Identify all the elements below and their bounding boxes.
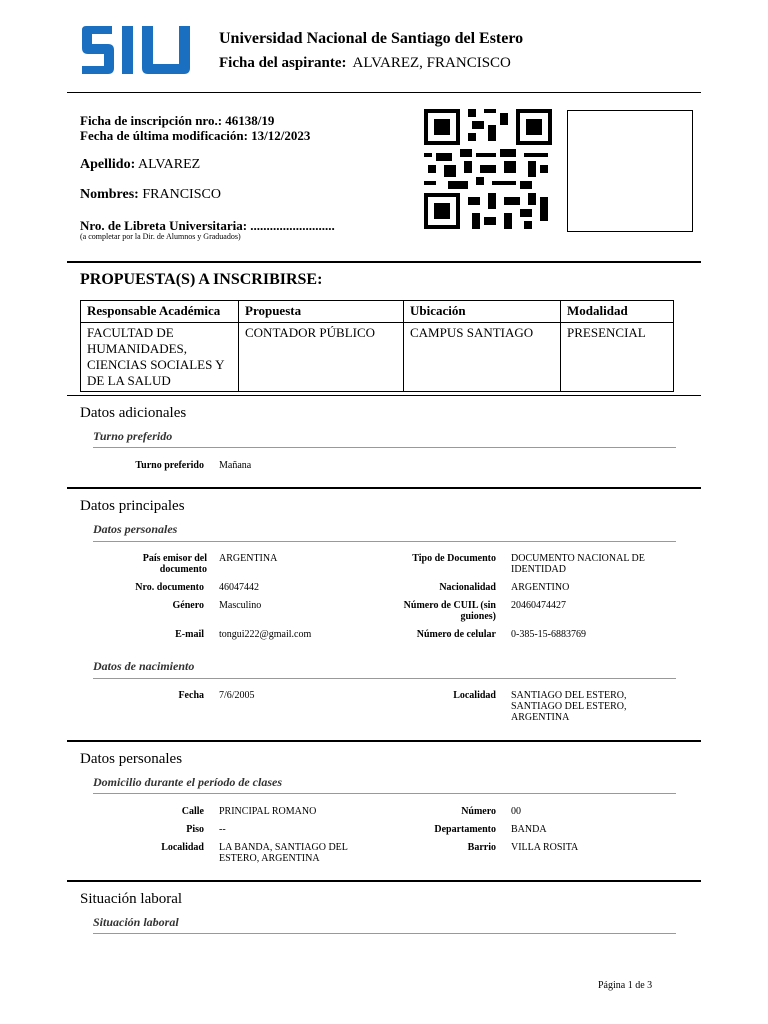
ficha-label: Ficha del aspirante:: [219, 55, 347, 71]
turno-subtitle: Turno preferido: [93, 429, 173, 443]
tipo-doc-value: DOCUMENTO NACIONAL DE IDENTIDAD: [511, 553, 645, 575]
localidad-nac-label: Localidad: [453, 690, 496, 701]
table-cell: PRESENCIAL: [561, 323, 674, 392]
calle-label: Calle: [181, 806, 204, 817]
propuestas-table: [80, 300, 674, 392]
genero-value: Masculino: [219, 600, 262, 611]
pais-label: País emisor del documento: [142, 553, 207, 575]
celular-value: 0-385-15-6883769: [511, 629, 586, 640]
situacion-laboral-title: Situación laboral: [80, 891, 183, 907]
header-divider: [67, 92, 701, 93]
column-header: Modalidad: [561, 301, 674, 323]
qr-code: [424, 108, 552, 230]
nacionalidad-value: ARGENTINO: [511, 582, 570, 593]
datos-adicionales-title: Datos adicionales: [80, 405, 187, 421]
subsection-divider: [93, 541, 676, 542]
propuestas-title: PROPUESTA(S) A INSCRIBIRSE:: [80, 271, 323, 288]
nro-doc-value: 46047442: [219, 582, 259, 593]
subsection-divider: [93, 793, 676, 794]
turno-label: Turno preferido: [135, 460, 204, 471]
column-header: Responsable Académica: [81, 301, 239, 323]
apellido-row: [80, 157, 200, 173]
page-number: Página 1 de 3: [598, 980, 653, 991]
nombres-row: [80, 187, 221, 203]
siu-logo: [80, 24, 192, 76]
photo-box: [567, 110, 693, 232]
barrio-value: VILLA ROSITA: [511, 842, 579, 853]
cuil-label: Número de CUIL (sin guiones): [403, 600, 496, 622]
nacimiento-subtitle: Datos de nacimiento: [93, 659, 195, 673]
datos-personales-title: Datos personales: [80, 751, 183, 767]
section-divider: [67, 880, 701, 882]
genero-label: Género: [172, 600, 204, 611]
table-header-row: [81, 301, 674, 323]
column-header: Ubicación: [404, 301, 561, 323]
numero-label: Número: [461, 806, 496, 817]
table-row: [81, 323, 674, 392]
section-divider: [67, 487, 701, 489]
nro-doc-label: Nro. documento: [135, 582, 204, 593]
table-cell: CONTADOR PÚBLICO: [239, 323, 404, 392]
celular-label: Número de celular: [416, 629, 496, 640]
libreta-note: (a completar por la Dir. de Alumnos y Graduados): [80, 232, 241, 241]
barrio-label: Barrio: [467, 842, 496, 853]
column-header: Propuesta: [239, 301, 404, 323]
last-modified: Fecha de última modificación: 13/12/2023: [80, 128, 311, 143]
nombres-label: Nombres:: [80, 187, 139, 202]
domicilio-subtitle: Domicilio durante el período de clases: [93, 775, 282, 789]
localidad-value: LA BANDA, SANTIAGO DEL ESTERO, ARGENTINA: [219, 842, 348, 864]
email-label: E-mail: [175, 629, 204, 640]
piso-value: --: [219, 824, 226, 835]
nacionalidad-label: Nacionalidad: [439, 582, 496, 593]
applicant-name: ALVAREZ, FRANCISCO: [352, 55, 511, 71]
pais-value: ARGENTINA: [219, 553, 278, 564]
inscripcion-number: Ficha de inscripción nro.: 46138/19: [80, 113, 275, 128]
departamento-value: BANDA: [511, 824, 547, 835]
email-value: tongui222@gmail.com: [219, 629, 312, 640]
section-divider: [67, 261, 701, 263]
table-cell: FACULTAD DE HUMANIDADES, CIENCIAS SOCIALES Y DE LA SALUD: [81, 323, 239, 392]
libreta-line: Nro. de Libreta Universitaria: ..........................: [80, 218, 335, 233]
section-divider: [67, 395, 701, 396]
tipo-doc-label: Tipo de Documento: [412, 553, 496, 564]
applicant-heading: [219, 55, 511, 72]
localidad-nac-value: SANTIAGO DEL ESTERO, SANTIAGO DEL ESTERO, ARGENTINA: [511, 690, 627, 723]
turno-value: Mañana: [219, 460, 252, 471]
numero-value: 00: [511, 806, 521, 817]
datos-personales-subtitle: Datos personales: [93, 522, 178, 536]
cuil-value: 20460474427: [511, 600, 566, 611]
nombres-value: FRANCISCO: [142, 187, 221, 202]
apellido-value: ALVAREZ: [137, 157, 201, 172]
datos-principales-title: Datos principales: [80, 498, 185, 514]
departamento-label: Departamento: [434, 824, 496, 835]
table-cell: CAMPUS SANTIAGO: [404, 323, 561, 392]
situacion-laboral-subtitle: Situación laboral: [93, 915, 179, 929]
apellido-label: Apellido:: [80, 157, 136, 172]
section-divider: [67, 740, 701, 742]
subsection-divider: [93, 933, 676, 934]
calle-value: PRINCIPAL ROMANO: [219, 806, 317, 817]
subsection-divider: [93, 447, 676, 448]
subsection-divider: [93, 678, 676, 679]
institution-name: Universidad Nacional de Santiago del Estero: [219, 30, 524, 47]
fecha-label: Fecha: [178, 690, 204, 701]
fecha-value: 7/6/2005: [219, 690, 255, 701]
piso-label: Piso: [186, 824, 204, 835]
localidad-label: Localidad: [161, 842, 204, 853]
